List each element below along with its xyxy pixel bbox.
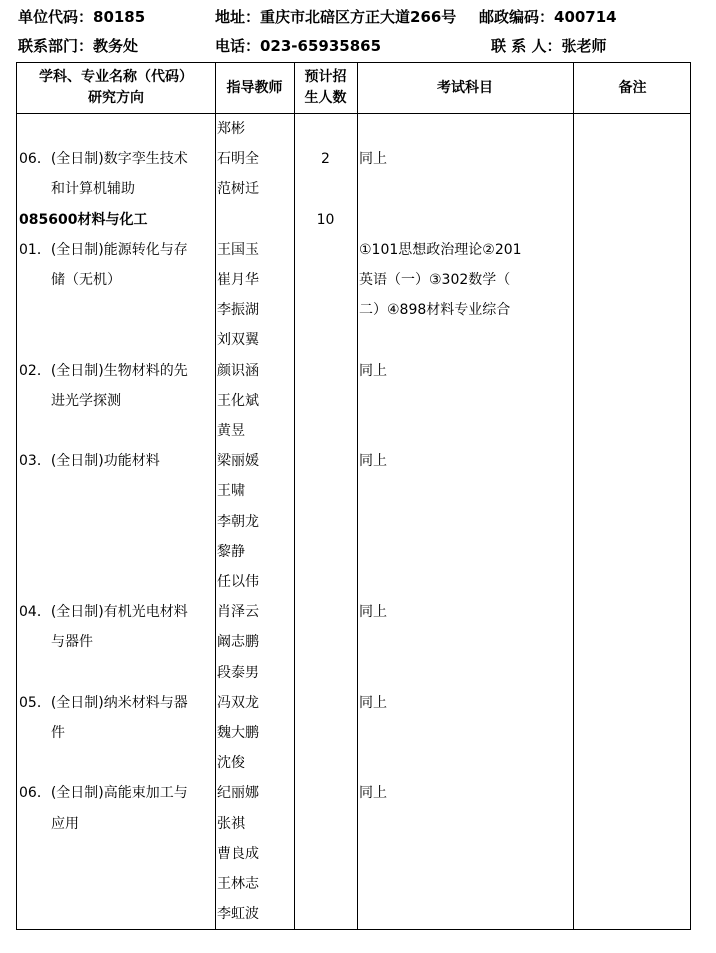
- cell-subject: 与器件: [51, 634, 93, 651]
- contact-person: 联 系 人：张老师: [491, 37, 607, 55]
- col-advisor-header: 指导教师: [226, 79, 283, 96]
- cell-quota: [294, 658, 357, 688]
- cell-exams: 同上: [359, 362, 387, 379]
- cell-quota: [294, 809, 357, 839]
- cell-quota: [294, 567, 357, 597]
- address: 地址：重庆市北碚区方正大道266号: [215, 8, 457, 26]
- cell-quota: [294, 839, 357, 869]
- cell-quota: [294, 174, 357, 204]
- cell-advisor: 纪丽娜: [217, 785, 259, 802]
- postal-code: 邮政编码：400714: [479, 8, 617, 26]
- cell-subject: 01．(全日制)能源转化与存: [19, 241, 188, 258]
- cell-exams: 同上: [359, 151, 387, 168]
- cell-advisor: 刘双翼: [217, 332, 259, 349]
- cell-quota: [294, 265, 357, 295]
- cell-advisor: 石明全: [217, 151, 259, 168]
- cell-quota: [294, 869, 357, 899]
- cell-advisor: 张祺: [217, 815, 245, 832]
- cell-quota: [294, 114, 357, 144]
- cell-advisor: 沈俊: [217, 755, 245, 772]
- cell-advisor: 魏大鹏: [217, 725, 259, 741]
- cell-quota: [294, 597, 357, 627]
- cell-advisor: 黄昱: [217, 423, 245, 439]
- cell-quota: [294, 386, 357, 416]
- cell-subject: 进光学探测: [51, 392, 121, 409]
- enrollment-table: [16, 62, 691, 930]
- cell-advisor: 冯双龙: [217, 694, 259, 711]
- cell-quota: [294, 416, 357, 446]
- col-exams-header: 考试科目: [437, 79, 493, 96]
- cell-subject: 02．(全日制)生物材料的先: [19, 362, 188, 379]
- cell-subject: 应用: [51, 815, 79, 832]
- cell-exams: 英语（一）③302数学（: [359, 272, 511, 288]
- cell-quota: [294, 356, 357, 386]
- cell-quota: [294, 899, 357, 929]
- phone: 电话：023-65935865: [215, 37, 382, 55]
- cell-subject: 06．(全日制)数字孪生技术: [19, 151, 188, 168]
- cell-quota: [294, 295, 357, 325]
- cell-quota: [294, 718, 357, 748]
- cell-advisor: 王化斌: [217, 392, 259, 409]
- cell-advisor: 王啸: [217, 483, 245, 500]
- cell-advisor: 任以伟: [217, 574, 259, 590]
- cell-exams: 二）④898材料专业综合: [359, 302, 511, 319]
- cell-subject: 03．(全日制)功能材料: [19, 453, 160, 470]
- col-notes-header: 备注: [618, 79, 647, 96]
- cell-exams: 同上: [359, 694, 387, 711]
- cell-quota: 10: [316, 211, 335, 228]
- cell-quota: [294, 778, 357, 808]
- cell-quota: [294, 235, 357, 265]
- cell-quota: [294, 688, 357, 718]
- cell-subject: 04．(全日制)有机光电材料: [19, 604, 188, 621]
- cell-advisor: 王国玉: [217, 241, 259, 258]
- cell-advisor: 阚志鹏: [217, 634, 259, 651]
- cell-quota: [294, 507, 357, 537]
- cell-exams: 同上: [359, 453, 387, 470]
- cell-advisor: 李振湖: [217, 302, 259, 319]
- cell-advisor: 崔月华: [217, 272, 259, 288]
- cell-quota: 2: [321, 151, 330, 168]
- cell-subject: 件: [51, 725, 65, 741]
- col-subject-header: 学科、专业名称（代码） 研究方向: [39, 69, 193, 106]
- cell-advisor: 段泰男: [217, 664, 259, 681]
- cell-quota: [294, 446, 357, 476]
- cell-advisor: 肖泽云: [217, 604, 259, 621]
- cell-advisor: 郑彬: [217, 121, 245, 137]
- cell-advisor: 曹良成: [217, 845, 259, 862]
- cell-subject: 06．(全日制)高能束加工与: [19, 785, 188, 802]
- cell-advisor: 黎静: [217, 543, 245, 560]
- cell-subject: 和计算机辅助: [51, 181, 135, 198]
- cell-quota: [294, 627, 357, 657]
- cell-quota: [294, 537, 357, 567]
- contact-department: 联系部门：教务处: [18, 37, 139, 55]
- cell-exams: ①101思想政治理论②201: [359, 241, 522, 258]
- cell-exams: 同上: [359, 785, 387, 802]
- cell-quota: [294, 325, 357, 355]
- cell-quota: [294, 748, 357, 778]
- cell-advisor: 王林志: [217, 876, 259, 892]
- cell-subject: 05．(全日制)纳米材料与器: [19, 694, 188, 711]
- cell-advisor: 李虹波: [217, 906, 259, 923]
- cell-exams: 同上: [359, 604, 387, 621]
- cell-subject: 085600材料与化工: [19, 211, 148, 228]
- col-quota-header: 预计招 生人数: [304, 69, 347, 106]
- unit-code: 单位代码：80185: [18, 8, 146, 26]
- cell-subject: 储（无机）: [51, 272, 121, 288]
- cell-advisor: 梁丽媛: [217, 453, 259, 470]
- cell-advisor: 颜识涵: [217, 362, 259, 379]
- cell-quota: [294, 476, 357, 506]
- cell-advisor: 李朝龙: [217, 513, 259, 530]
- cell-advisor: 范树迁: [217, 181, 259, 198]
